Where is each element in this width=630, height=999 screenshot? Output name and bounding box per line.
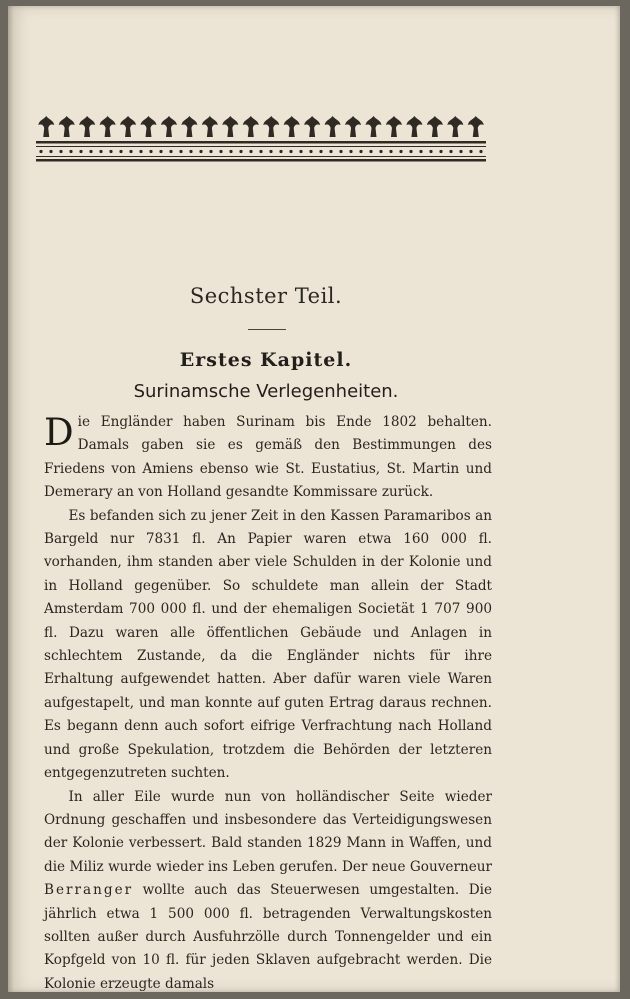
ornament-dot [349,150,352,153]
ornament-dot [339,150,342,153]
ornament-dot [39,150,42,153]
ornament-dot [89,150,92,153]
fleuron-icon [141,116,157,137]
fleuron-icon [79,116,95,137]
ornament-dot [109,150,112,153]
ornament-dot [199,150,202,153]
drop-capital: D [44,411,74,454]
ornament-dot [379,150,382,153]
fleuron-icon [38,116,54,137]
governor-name: Berranger [44,882,134,899]
ornament-dot [249,150,252,153]
fleuron-icon [222,116,238,137]
fleuron-icon [366,116,382,137]
fleuron-icon [345,116,361,137]
ornament-dot [69,150,72,153]
fleuron-icon [325,116,341,137]
ornament-dot [469,150,472,153]
ornament-dot [159,150,162,153]
ornament-dot [209,150,212,153]
title-divider [248,329,286,330]
paragraph-3-after: wollte auch das Steuerwesen umgestalten. Die jährlich etwa 1 500 000 fl. betragenden Verwaltungskosten sollten außer durch Ausfuhrzölle durch Tonnengelder und ein Kopfgeld von 10 fl. für jeden Sklaven aufgebracht werden. Die Kolonie erzeugte damals [44,882,492,992]
ornament-dot [299,150,302,153]
fleuron-icon [406,116,422,137]
ornament-dot [389,150,392,153]
ornament-dot [479,150,482,153]
fleuron-icon [284,116,300,137]
paragraph-1-text: ie Engländer haben Surinam bis Ende 1802 behalten. Damals gaben sie es gemäß den Bestimmungen des Friedens von Amiens ebenso wie St. Eustatius, St. Martin und Demerary an von Holland gesandte Kommissare zurück. [44,414,492,501]
fleuron-icon [447,116,463,137]
fleuron-icon [468,116,484,137]
ornament-dot [369,150,372,153]
chapter-subtitle: Surinamsche Verlegenheiten. [133,381,399,402]
ornament-dot [59,150,62,153]
ornament-dot [229,150,232,153]
ornament-dot [99,150,102,153]
ornament-dot [139,150,142,153]
ornament-dot [329,150,332,153]
part-title: Sechster Teil. [189,284,343,308]
ornament-dot [449,150,452,153]
ornament-dot [49,150,52,153]
ornament-dot [399,150,402,153]
fleuron-icon [120,116,136,137]
fleuron-icon [427,116,443,137]
ornament-dot [409,150,412,153]
ornament-dot [269,150,272,153]
paragraph-3 [44,786,492,997]
ornament-dot [429,150,432,153]
chapter-heading: Erstes Kapitel. [179,349,353,371]
ornament-dot [279,150,282,153]
paragraph-2: Es befanden sich zu jener Zeit in den Kassen Paramaribos an Bargeld nur 7831 fl. An Papier waren etwa 160 000 fl. vorhanden, ihm standen aber viele Schulden in der Kolonie und in Holland gegenüber. So schuldete man allein der Stadt Amsterdam 700 000 fl. und der ehemaligen Societät 1 707 900 fl. Dazu waren alle öffentlichen Gebäude und Anlagen in schlechtem Zustande, da die Engländer nichts für ihre Erhaltung aufgewendet hatten. Aber dafür waren viele Waren aufgestapelt, und man konnte auf guten Ertrag daraus rechnen. Es begann denn auch sofort eifrige Verfrachtung nach Holland und große Spekulation, trotzdem die Behörden der letzteren entgegenzutreten suchten. [44,507,492,782]
fleuron-icon [263,116,279,137]
paragraph-3-before: In aller Eile wurde nun von holländischer Seite wieder Ordnung geschaffen und insbesondere das Verteidigungswesen der Kolonie verbessert. Bald standen 1829 Mann in Waffen, und die Miliz wurde wieder ins Leben gerufen. Der neue Gouverneur [44,788,492,875]
fleuron-icon [59,116,75,137]
ornament-dot [319,150,322,153]
ornament-dot [419,150,422,153]
ornament-dot [179,150,182,153]
ornament-dot [129,150,132,153]
ornament-dot [149,150,152,153]
fleuron-icon [202,116,218,137]
gutter-shadow [8,6,14,992]
fleuron-icon [181,116,197,137]
body-text [44,411,492,996]
ornament-dot [289,150,292,153]
ornament-dot [189,150,192,153]
fleuron-icon [243,116,259,137]
ornament-dot [169,150,172,153]
fleuron-icon [100,116,116,137]
fleuron-icon [304,116,320,137]
decorative-ornament-border [36,112,486,168]
ornament-dot [439,150,442,153]
ornament-dot [79,150,82,153]
ornament-dot [219,150,222,153]
fleuron-icon [161,116,177,137]
ornament-dot [239,150,242,153]
ornament-dot [459,150,462,153]
ornament-dot [259,150,262,153]
paragraph-1 [44,411,492,505]
ornament-dot [119,150,122,153]
fleuron-icon [386,116,402,137]
book-page [8,6,620,992]
ornament-dot [309,150,312,153]
ornament-dot [359,150,362,153]
